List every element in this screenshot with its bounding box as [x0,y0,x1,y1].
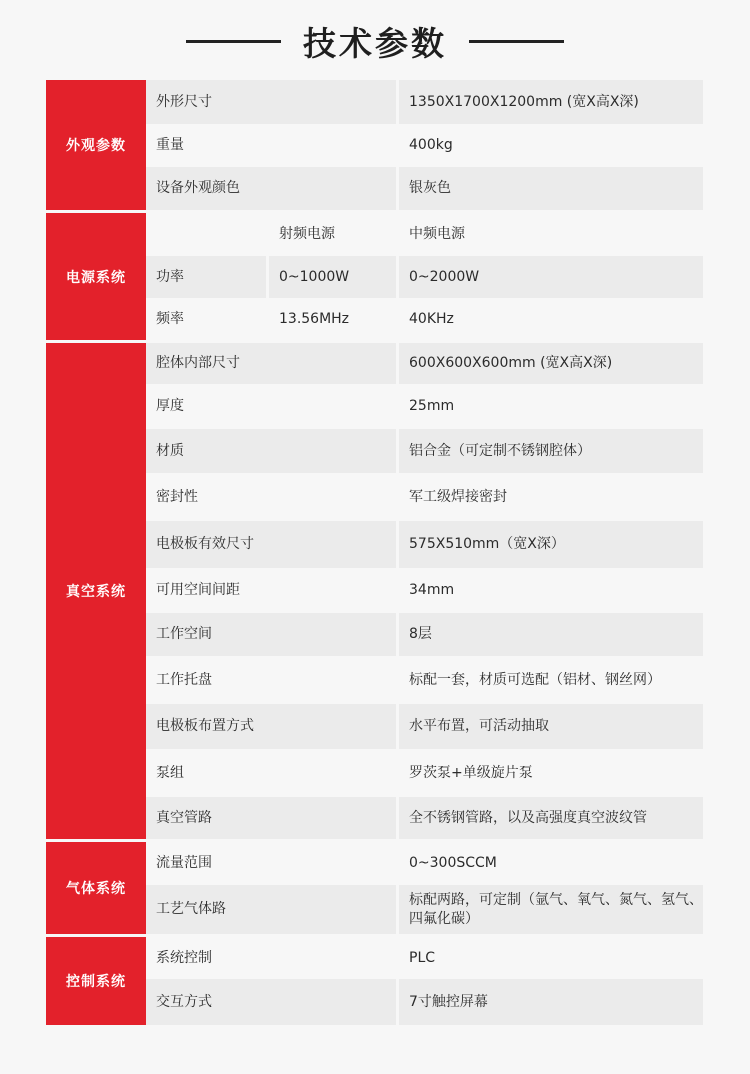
row-value: 罗茨泵+单级旋片泵 [399,749,703,797]
row-value: 军工级焊接密封 [399,473,703,521]
group-gas: 气体系统 [46,842,146,934]
row-label: 重量 [146,124,396,167]
table-row [146,298,703,340]
table-row [146,473,703,521]
row-label: 密封性 [146,473,396,521]
row-label: 可用空间间距 [146,568,396,613]
title-bar [0,0,750,82]
row-label: 工艺气体路 [146,885,396,934]
row-value: 水平布置，可活动抽取 [399,704,703,749]
title-left-rule [186,40,281,43]
mf-value: 40KHz [399,298,703,340]
row-value: 600X600X600mm (宽X高X深) [399,343,703,384]
row-label: 设备外观颜色 [146,167,396,210]
table-row [146,842,703,885]
table-row [146,429,703,473]
table-row [146,568,703,613]
row-label [146,213,266,256]
row-value: 7寸触控屏幕 [399,979,703,1025]
row-label: 腔体内部尺寸 [146,343,396,384]
row-value: 400kg [399,124,703,167]
row-label: 系统控制 [146,937,396,979]
row-label: 外形尺寸 [146,80,396,124]
table-row [146,521,703,568]
table-row [146,384,703,429]
group-control: 控制系统 [46,937,146,1025]
rf-value: 13.56MHz [269,298,396,340]
row-value: 全不锈钢管路，以及高强度真空波纹管 [399,797,703,839]
table-row [146,885,703,934]
power-header-row [146,213,703,256]
row-label: 频率 [146,298,266,340]
row-value: 标配一套，材质可选配（铝材、钢丝网） [399,656,703,704]
row-value: 1350X1700X1200mm (宽X高X深) [399,80,703,124]
row-label: 工作空间 [146,613,396,656]
row-value: 0~300SCCM [399,842,703,885]
table-row [146,749,703,797]
table-row [146,613,703,656]
table-row [146,167,703,210]
row-label: 厚度 [146,384,396,429]
page-title: 技术参数 [303,23,447,63]
table-row [146,937,703,979]
table-row [146,256,703,298]
row-label: 真空管路 [146,797,396,839]
row-label: 泵组 [146,749,396,797]
row-label: 流量范围 [146,842,396,885]
table-row [146,979,703,1025]
group-vacuum: 真空系统 [46,343,146,839]
row-value: 575X510mm（宽X深） [399,521,703,568]
group-power: 电源系统 [46,213,146,340]
power-col-mf: 中频电源 [399,213,703,256]
title-right-rule [469,40,564,43]
row-value: 标配两路，可定制（氩气、氧气、氮气、氢气、四氟化碳） [399,885,703,934]
table-row [146,797,703,839]
row-label: 电极板布置方式 [146,704,396,749]
table-row [146,80,703,124]
row-label: 电极板有效尺寸 [146,521,396,568]
row-label: 材质 [146,429,396,473]
table-row [146,124,703,167]
row-label: 功率 [146,256,266,298]
mf-value: 0~2000W [399,256,703,298]
row-value: 8层 [399,613,703,656]
table-row [146,656,703,704]
row-label: 工作托盘 [146,656,396,704]
row-label: 交互方式 [146,979,396,1025]
rf-value: 0~1000W [269,256,396,298]
power-col-rf: 射频电源 [269,213,396,256]
row-value: 25mm [399,384,703,429]
row-value: PLC [399,937,703,979]
row-value: 铝合金（可定制不锈钢腔体） [399,429,703,473]
group-appearance: 外观参数 [46,80,146,210]
row-value: 银灰色 [399,167,703,210]
row-value: 34mm [399,568,703,613]
table-row [146,343,703,384]
table-row [146,704,703,749]
